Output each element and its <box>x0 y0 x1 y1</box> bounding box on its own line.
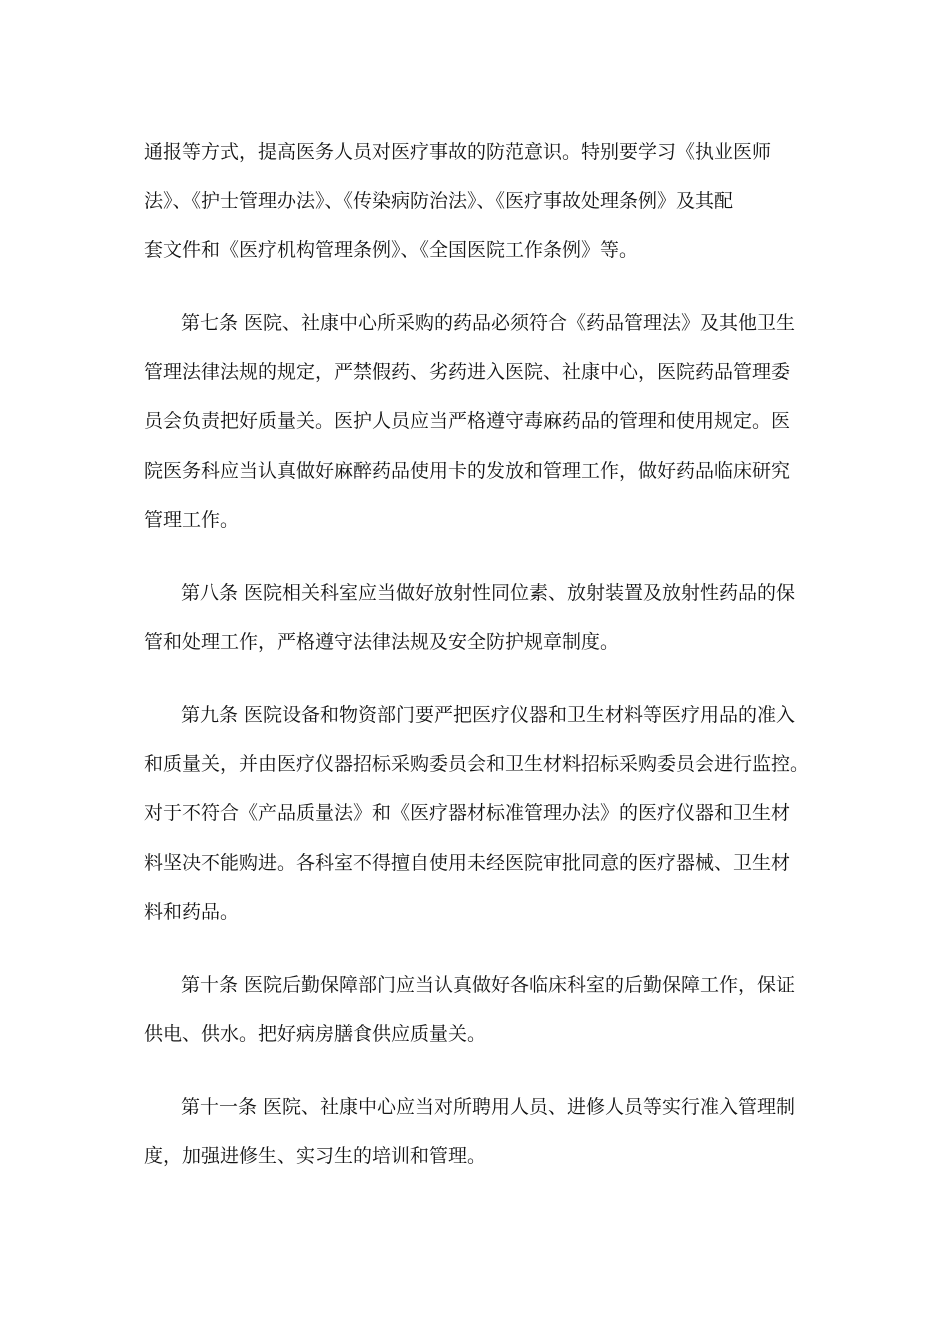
article-9-line-4: 料坚决不能购进。各科室不得擅自使用未经医院审批同意的医疗器械、卫生材 <box>144 852 791 874</box>
article-7-line-4: 院医务科应当认真做好麻醉药品使用卡的发放和管理工作，做好药品临床研究 <box>144 460 791 482</box>
paragraph-1-line-2: 法》、《护士管理办法》、《传染病防治法》、《医疗事故处理条例》及其配 <box>144 190 734 212</box>
article-11-line-1: 第十一条 医院、社康中心应当对所聘用人员、进修人员等实行准入管理制 <box>181 1096 796 1118</box>
article-9-line-2: 和质量关，并由医疗仪器招标采购委员会和卫生材料招标采购委员会进行监控。 <box>144 753 810 775</box>
paragraph-1-line-3: 套文件和《医疗机构管理条例》、《全国医院工作条例》等。 <box>144 239 639 261</box>
article-10-line-1: 第十条 医院后勤保障部门应当认真做好各临床科室的后勤保障工作，保证 <box>181 974 796 996</box>
article-10-line-2: 供电、供水。把好病房膳食供应质量关。 <box>144 1023 487 1045</box>
article-9-line-5: 料和药品。 <box>144 901 240 923</box>
article-7-line-3: 员会负责把好质量关。医护人员应当严格遵守毒麻药品的管理和使用规定。医 <box>144 410 791 432</box>
article-11-line-2: 度，加强进修生、实习生的培训和管理。 <box>144 1145 487 1167</box>
article-7-line-5: 管理工作。 <box>144 509 240 531</box>
paragraph-1-line-1: 通报等方式，提高医务人员对医疗事故的防范意识。特别要学习《执业医师 <box>144 141 772 163</box>
article-8-line-2: 管和处理工作，严格遵守法律法规及安全防护规章制度。 <box>144 631 620 653</box>
article-9-line-1: 第九条 医院设备和物资部门要严把医疗仪器和卫生材料等医疗用品的准入 <box>181 704 796 726</box>
article-7-line-2: 管理法律法规的规定，严禁假药、劣药进入医院、社康中心，医院药品管理委 <box>144 361 791 383</box>
article-8-line-1: 第八条 医院相关科室应当做好放射性同位素、放射装置及放射性药品的保 <box>181 582 796 604</box>
article-9-line-3: 对于不符合《产品质量法》和《医疗器材标准管理办法》的医疗仪器和卫生材 <box>144 802 791 824</box>
article-7-line-1: 第七条 医院、社康中心所采购的药品必须符合《药品管理法》及其他卫生 <box>181 312 796 334</box>
